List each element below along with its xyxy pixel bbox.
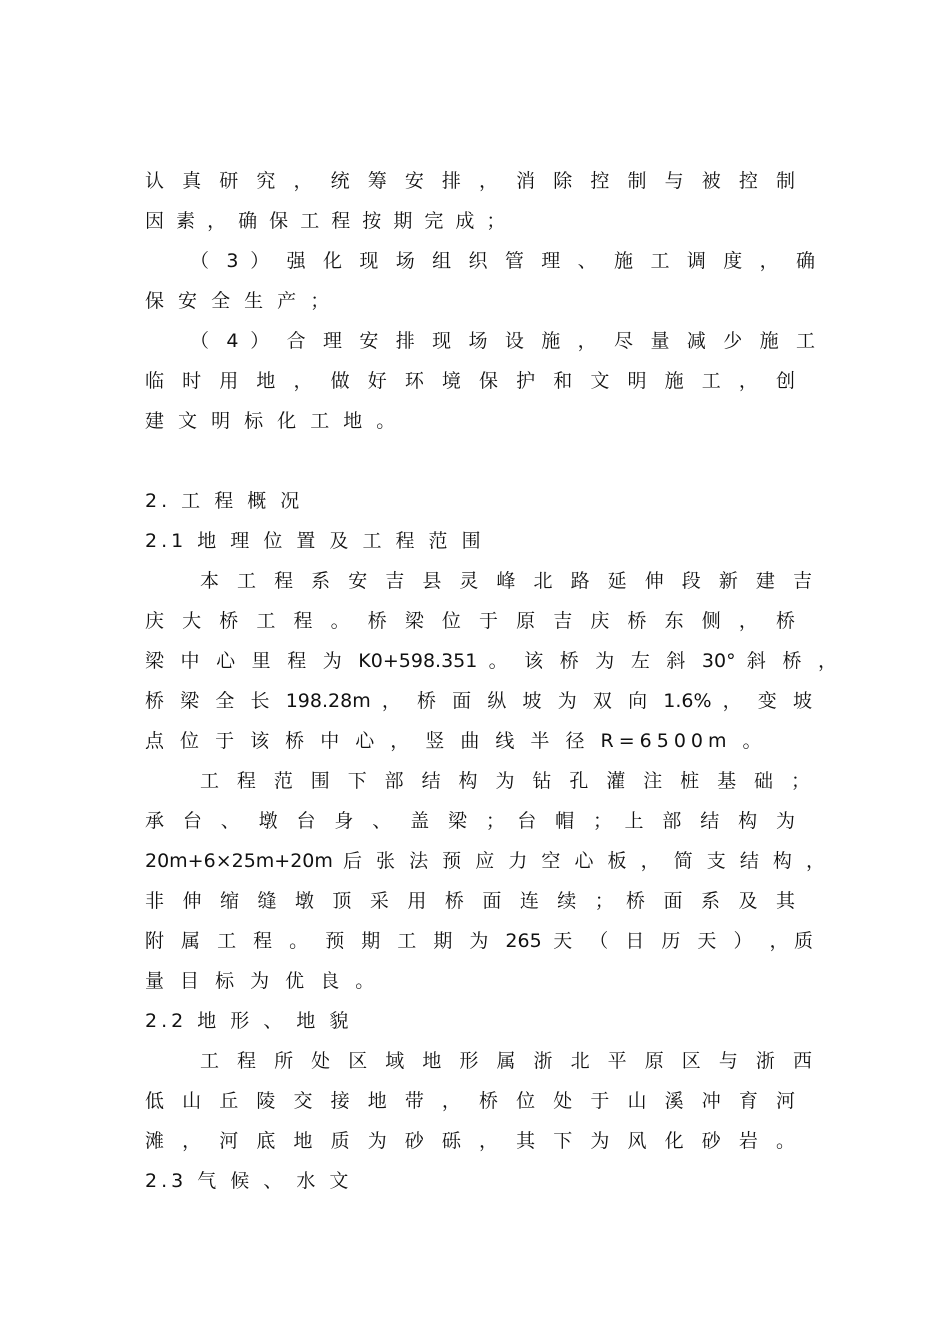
list-item-3: （ 3 ） 强 化 现 场 组 织 管 理 、 施 工 调 度 ， 确 <box>190 250 815 272</box>
paragraph-line: 点 位 于 该 桥 中 心 ， 竖 曲 线 半 径 R=6500m 。 <box>145 730 767 752</box>
paragraph-line: 20m+6×25m+20m 后 张 法 预 应 力 空 心 板 ， 简 支 结 构 ， <box>145 850 825 872</box>
paragraph-line: 桥 梁 全 长 198.28m ， 桥 面 纵 坡 为 双 向 1.6% ， 变 坡 <box>145 690 812 712</box>
paragraph-line: 滩 ， 河 底 地 质 为 砂 砾 ， 其 下 为 风 化 砂 岩 。 <box>145 1130 795 1152</box>
text-line: 建 文 明 标 化 工 地 。 <box>145 410 400 432</box>
paragraph-line: 非 伸 缩 缝 墩 顶 采 用 桥 面 连 续 ； 桥 面 系 及 其 <box>145 890 795 912</box>
paragraph-line: 梁 中 心 里 程 为 K0+598.351 。 该 桥 为 左 斜 30° 斜 桥 ， <box>145 650 837 672</box>
paragraph-line: 量 目 标 为 优 良 。 <box>145 970 380 992</box>
text-line: 认 真 研 究 ， 统 筹 安 排 ， 消 除 控 制 与 被 控 制 <box>145 170 795 192</box>
text-line: 保 安 全 生 产 ； <box>145 290 334 312</box>
paragraph-line: 工 程 范 围 下 部 结 构 为 钻 孔 灌 注 桩 基 础 ； <box>200 770 810 792</box>
paragraph-line: 附 属 工 程 。 预 期 工 期 为 265 天 （ 日 历 天 ） ，质 <box>145 930 813 952</box>
section-heading-2: 2. 工 程 概 况 <box>145 490 304 512</box>
section-heading-2-2: 2.2 地 形 、 地 貌 <box>145 1010 353 1032</box>
section-heading-2-3: 2.3 气 候 、 水 文 <box>145 1170 353 1192</box>
paragraph-line: 承 台 、 墩 台 身 、 盖 梁 ； 台 帽 ； 上 部 结 构 为 <box>145 810 795 832</box>
section-heading-2-1: 2.1 地 理 位 置 及 工 程 范 围 <box>145 530 485 552</box>
list-item-4: （ 4 ） 合 理 安 排 现 场 设 施 ， 尽 量 减 少 施 工 <box>190 330 815 352</box>
text-line: 因 素 ， 确 保 工 程 按 期 完 成 ； <box>145 210 509 232</box>
paragraph-line: 本 工 程 系 安 吉 县 灵 峰 北 路 延 伸 段 新 建 吉 <box>200 570 812 592</box>
text-line: 临 时 用 地 ， 做 好 环 境 保 护 和 文 明 施 工 ， 创 <box>145 370 795 392</box>
paragraph-line: 工 程 所 处 区 域 地 形 属 浙 北 平 原 区 与 浙 西 <box>200 1050 812 1072</box>
paragraph-line: 低 山 丘 陵 交 接 地 带 ， 桥 位 处 于 山 溪 冲 育 河 <box>145 1090 795 1112</box>
paragraph-line: 庆 大 桥 工 程 。 桥 梁 位 于 原 吉 庆 桥 东 侧 ， 桥 <box>145 610 795 632</box>
